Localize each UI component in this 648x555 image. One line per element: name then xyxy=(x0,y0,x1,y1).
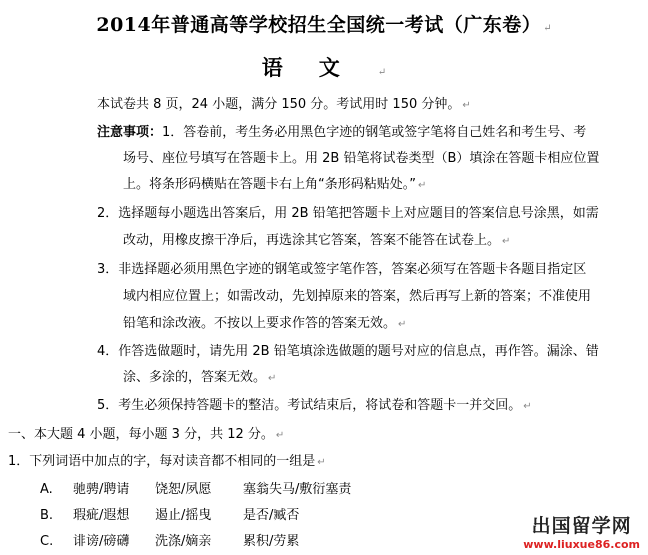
notes-text: 4．作答选做题时，请先用 2B 铅笔填涂选做题的题号对应的信息点，再作答。漏涂、错 xyxy=(97,344,599,359)
notes-item1-line3 xyxy=(123,176,426,195)
notes-text: 改动，用橡皮擦干净后，再选涂其它答案，答案不能答在试卷上。 xyxy=(123,233,501,248)
para-mark: ↵ xyxy=(317,457,326,468)
notes-text: 1．答卷前，考生务必用黑色字迹的钢笔或签字笔将自己姓名和考生号、考 xyxy=(162,125,587,140)
intro-text: 本试卷共 8 页，24 小题，满分 150 分。考试用时 150 分钟。 xyxy=(97,97,461,112)
option-word: 遏止/摇曳 xyxy=(155,508,212,523)
notes-label: 注意事项： xyxy=(97,125,163,140)
option-word: 瑕疵/遐想 xyxy=(73,508,130,523)
option-word: 洗涤/嫡亲 xyxy=(155,534,212,549)
section-text: 一、本大题 4 小题，每小题 3 分，共 12 分。 xyxy=(8,427,274,442)
notes-item4-line2 xyxy=(123,369,276,388)
option-word: 驰骋/聘请 xyxy=(73,482,130,497)
notes-item3-line1 xyxy=(97,261,586,279)
notes-item5-line1 xyxy=(97,397,532,416)
option-a xyxy=(40,481,351,499)
option-b xyxy=(40,507,299,525)
notes-text: 5．考生必须保持答题卡的整洁。考试结束后，将试卷和答题卡一并交回。 xyxy=(97,398,522,413)
notes-item3-line2 xyxy=(123,288,591,306)
section-heading xyxy=(8,426,284,445)
para-mark: ↵ xyxy=(398,319,407,330)
option-letter: C. xyxy=(40,534,54,549)
subject-text: 语文 xyxy=(261,55,376,80)
intro-line xyxy=(97,96,471,115)
option-letter: A. xyxy=(40,482,53,497)
watermark-url: www.liuxue86.com xyxy=(523,538,640,551)
para-mark: ↵ xyxy=(502,236,511,247)
notes-text: 铅笔和涂改液。不按以上要求作答的答案无效。 xyxy=(123,316,397,331)
notes-text: 场号、座位号填写在答题卡上。用 2B 铅笔将试卷类型（B）填涂在答题卡相应位置 xyxy=(123,151,600,166)
para-mark: ↵ xyxy=(523,401,532,412)
watermark xyxy=(523,511,640,551)
option-letter: B. xyxy=(40,508,54,523)
para-mark: ↵ xyxy=(275,430,285,441)
para-mark: ↵ xyxy=(417,180,427,191)
notes-item1-line1 xyxy=(97,124,586,142)
notes-text: 2．选择题每小题选出答案后，用 2B 铅笔把答题卡上对应题目的答案信息号涂黑，如需 xyxy=(97,206,599,221)
notes-text: 涂、多涂的，答案无效。 xyxy=(123,370,267,385)
exam-title-text: 2014年普通高等学校招生全国统一考试（广东卷） xyxy=(96,14,542,36)
notes-text: 3．非选择题必须用黑色字迹的钢笔或签字笔作答，答案必须写在答题卡各题目指定区 xyxy=(97,262,587,277)
notes-item3-line3 xyxy=(123,315,406,334)
subject-heading xyxy=(0,52,648,82)
exam-title xyxy=(0,10,648,37)
option-word: 饶恕/夙愿 xyxy=(155,482,212,497)
notes-item2-line2 xyxy=(123,232,510,251)
notes-item1-line2 xyxy=(123,150,599,168)
para-mark: ↵ xyxy=(377,67,387,78)
notes-text: 域内相应位置上；如需改动，先划掉原来的答案，然后再写上新的答案；不准使用 xyxy=(123,289,592,304)
question-stem xyxy=(8,453,326,472)
para-mark: ↵ xyxy=(462,100,471,111)
option-word: 诽谤/磅礴 xyxy=(73,534,130,549)
notes-item2-line1 xyxy=(97,205,599,223)
para-mark: ↵ xyxy=(543,23,552,34)
option-word: 是否/臧否 xyxy=(243,508,300,523)
option-c xyxy=(40,533,299,551)
notes-item4-line1 xyxy=(97,343,599,361)
question-stem-text: 1．下列词语中加点的字，每对读音都不相同的一组是 xyxy=(8,454,316,469)
watermark-name: 出国留学网 xyxy=(531,515,632,537)
para-mark: ↵ xyxy=(268,373,277,384)
option-word: 累积/劳累 xyxy=(243,534,300,549)
option-word: 塞翁失马/敷衍塞责 xyxy=(243,482,352,497)
notes-text: 上。将条形码横贴在答题卡右上角“条形码粘贴处。” xyxy=(123,177,416,192)
